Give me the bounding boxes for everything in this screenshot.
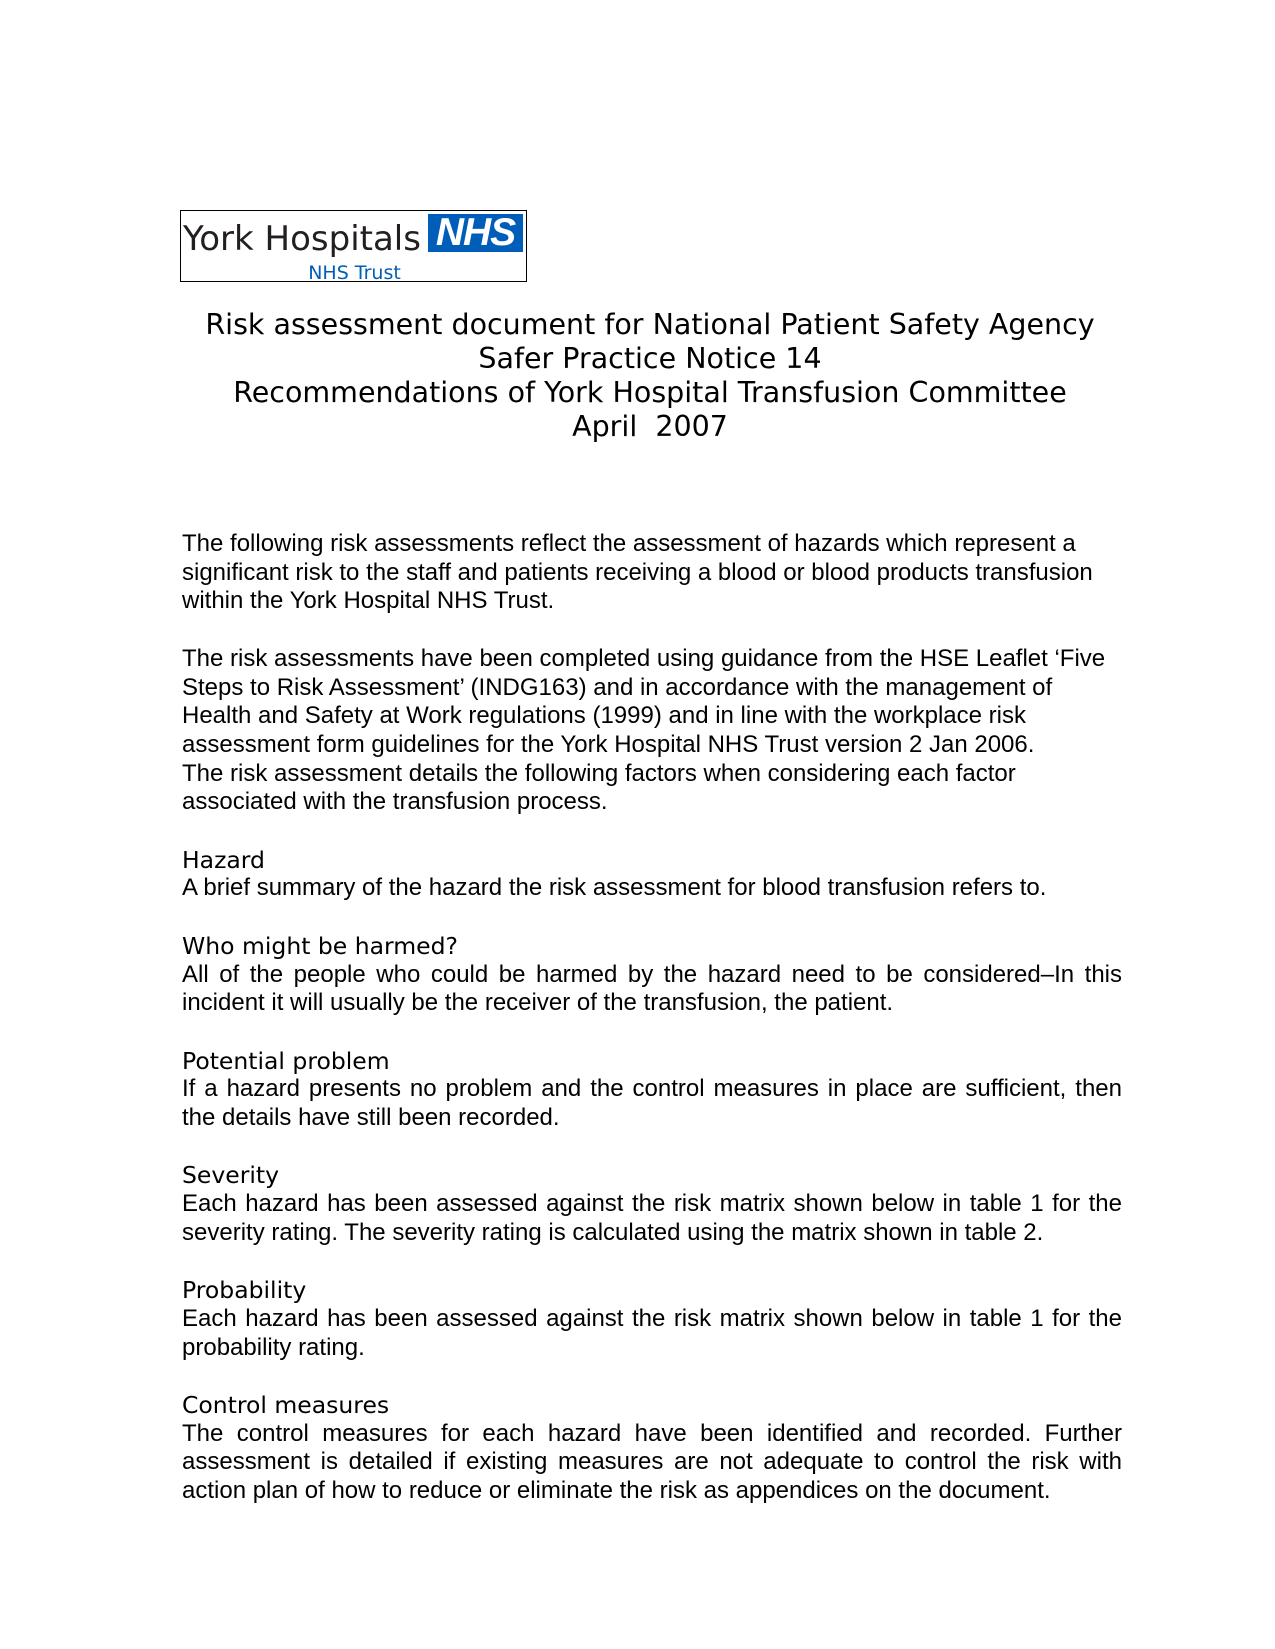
section-heading: Potential problem: [182, 1046, 390, 1075]
section-potential-problem: [182, 1047, 1122, 1133]
section-body: The control measures for each hazard have been identified and recorded. Further assessment is detailed if existing measures are not adequate to control the risk with action plan of how to reduce or eliminate the risk as appendices on the document.: [182, 1419, 1122, 1505]
section-probability: [182, 1276, 1122, 1362]
section-heading: Control measures: [182, 1390, 390, 1419]
section-hazard: [182, 846, 1122, 903]
york-hospitals-nhs-logo: [180, 210, 527, 282]
section-body: A brief summary of the hazard the risk assessment for blood transfusion refers to.: [182, 874, 1047, 902]
intro-paragraph-2: The risk assessments have been completed using guidance from the HSE Leaflet ‘Five Steps to Risk Assessment’ (INDG163) and in accordance with the management of Health and Safety at Work regulations (1999) and in line with the workplace risk assessment form guidelines for the York Hospital NHS Trust version 2 Jan 2006.: [182, 644, 1106, 758]
title-line-1: Risk assessment document for National Patient Safety Agency: [205, 308, 1095, 341]
title-line-2: Safer Practice Notice 14: [478, 342, 822, 375]
title-line-4: April 2007: [572, 410, 728, 443]
logo-hospital-name: York Hospitals: [183, 219, 421, 259]
document-title: [180, 308, 1120, 444]
section-heading: Hazard: [182, 845, 265, 874]
section-body: All of the people who could be harmed by the hazard need to be considered–In this incident it will usually be the receiver of the transfusion, the patient.: [182, 960, 1122, 1017]
section-heading: Who might be harmed?: [182, 931, 459, 960]
logo-trust-name: NHS Trust: [308, 262, 401, 282]
section-heading: Severity: [182, 1161, 280, 1190]
nhs-badge: NHS: [428, 214, 523, 252]
title-line-3: Recommendations of York Hospital Transfusion Committee: [233, 376, 1067, 409]
section-severity: [182, 1161, 1122, 1247]
document-body: [182, 530, 1122, 1506]
section-body: If a hazard presents no problem and the control measures in place are sufficient, then the details have still been recorded.: [182, 1075, 1122, 1131]
intro-paragraph-3: The risk assessment details the following factors when considering each factor associated with the transfusion process.: [182, 759, 1016, 816]
section-control-measures: [182, 1391, 1122, 1506]
section-body: Each hazard has been assessed against the risk matrix shown below in table 1 for the severity rating. The severity rating is calculated using the matrix shown in table 2.: [182, 1190, 1122, 1246]
section-body: Each hazard has been assessed against the risk matrix shown below in table 1 for the probability rating.: [182, 1304, 1122, 1361]
section-heading: Probability: [182, 1276, 307, 1305]
intro-paragraph-1: The following risk assessments reflect the assessment of hazards which represent a significant risk to the staff and patients receiving a blood or blood products transfusion within the York Hospital NHS Trust.: [182, 530, 1093, 615]
section-who-might-be-harmed: [182, 932, 1122, 1018]
